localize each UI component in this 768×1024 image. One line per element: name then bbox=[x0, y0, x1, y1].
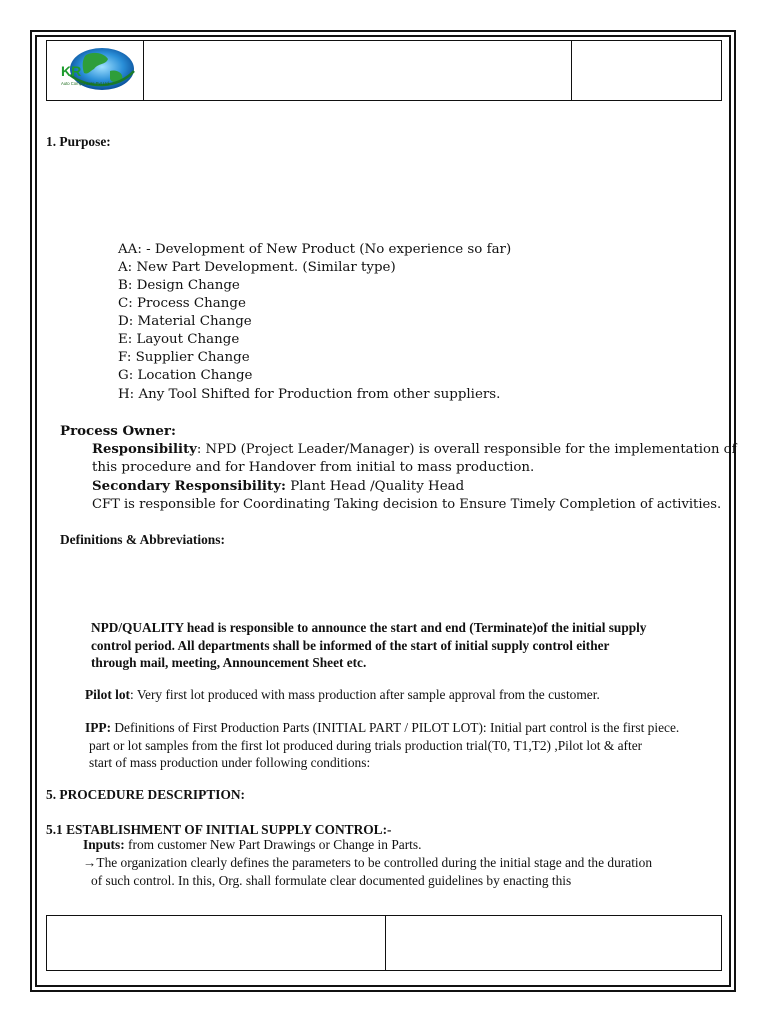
inputs-line bbox=[83, 836, 421, 854]
npd-line-3: through mail, meeting, Announcement Sheet etc. bbox=[91, 655, 367, 670]
company-logo bbox=[58, 45, 136, 93]
ipp-line-1 bbox=[85, 719, 679, 737]
pilot-lot-line bbox=[85, 686, 600, 704]
npd-line-2: control period. All departments shall be informed of the start of initial supply control either bbox=[91, 638, 610, 653]
ipp-text: Definitions of First Production Parts (INITIAL PART / PILOT LOT): Initial part control is the first piece. bbox=[111, 720, 680, 735]
definitions-heading: Definitions & Abbreviations: bbox=[60, 532, 225, 547]
header-title-cell bbox=[143, 41, 572, 100]
process-owner-heading: Process Owner: bbox=[60, 423, 176, 439]
pilot-lot-text: : Very first lot produced with mass production after sample approval from the customer. bbox=[130, 687, 600, 702]
logo-subtext: Auto Components Pvt Ltd bbox=[61, 81, 109, 86]
footer-left-cell bbox=[47, 916, 386, 970]
purpose-item-g: G: Location Change bbox=[118, 368, 253, 383]
npd-line-1: NPD/QUALITY head is responsible to announce the start and end (Terminate)of the initial supply bbox=[91, 620, 647, 635]
secondary-responsibility-line bbox=[92, 477, 464, 496]
secondary-responsibility-text: Plant Head /Quality Head bbox=[285, 479, 465, 494]
purpose-item-c: C: Process Change bbox=[118, 296, 246, 311]
responsibility-line-2: this procedure and for Handover from initial to mass production. bbox=[92, 460, 535, 475]
procedure-subheading: 5.1 ESTABLISHMENT OF INITIAL SUPPLY CONTROL:- bbox=[46, 822, 392, 837]
procedure-heading: 5. PROCEDURE DESCRIPTION: bbox=[46, 787, 246, 802]
procedure-arrow-line-1: →The organization clearly defines the parameters to be controlled during the initial stage and the duration bbox=[83, 855, 653, 870]
cft-line: CFT is responsible for Coordinating Taking decision to Ensure Timely Completion of activities. bbox=[92, 497, 722, 512]
footer-table bbox=[46, 915, 722, 971]
purpose-item-e: E: Layout Change bbox=[118, 332, 240, 347]
responsibility-label: Responsibility bbox=[92, 442, 197, 457]
inputs-text: from customer New Part Drawings or Change in Parts. bbox=[124, 837, 422, 852]
purpose-item-aa: AA: - Development of New Product (No experience so far) bbox=[118, 242, 512, 257]
ipp-label: IPP: bbox=[85, 720, 112, 735]
purpose-item-d: D: Material Change bbox=[118, 314, 252, 329]
ipp-line-2: part or lot samples from the first lot produced during trials production trial(T0, T1,T2) ,Pilot lot & after bbox=[89, 738, 643, 753]
responsibility-text: : NPD (Project Leader/Manager) is overall responsible for the implementation of bbox=[196, 442, 737, 457]
procedure-arrow-line-2: of such control. In this, Org. shall formulate clear documented guidelines by enacting this bbox=[91, 873, 572, 888]
purpose-heading: 1. Purpose: bbox=[46, 134, 111, 149]
responsibility-line-1 bbox=[92, 441, 736, 459]
purpose-item-h: H: Any Tool Shifted for Production from other suppliers. bbox=[118, 387, 501, 402]
secondary-responsibility-label: Secondary Responsibility: bbox=[92, 478, 286, 494]
purpose-item-f: F: Supplier Change bbox=[118, 350, 250, 365]
logo-text: KR bbox=[61, 63, 82, 79]
purpose-item-a: A: New Part Development. (Similar type) bbox=[118, 260, 396, 275]
inputs-label: Inputs: bbox=[83, 837, 125, 852]
ipp-line-3: start of mass production under following conditions: bbox=[89, 755, 371, 770]
header-docno-cell bbox=[571, 41, 721, 100]
header-table bbox=[46, 40, 722, 101]
pilot-lot-label: Pilot lot bbox=[85, 687, 130, 702]
purpose-item-b: B: Design Change bbox=[118, 278, 240, 293]
